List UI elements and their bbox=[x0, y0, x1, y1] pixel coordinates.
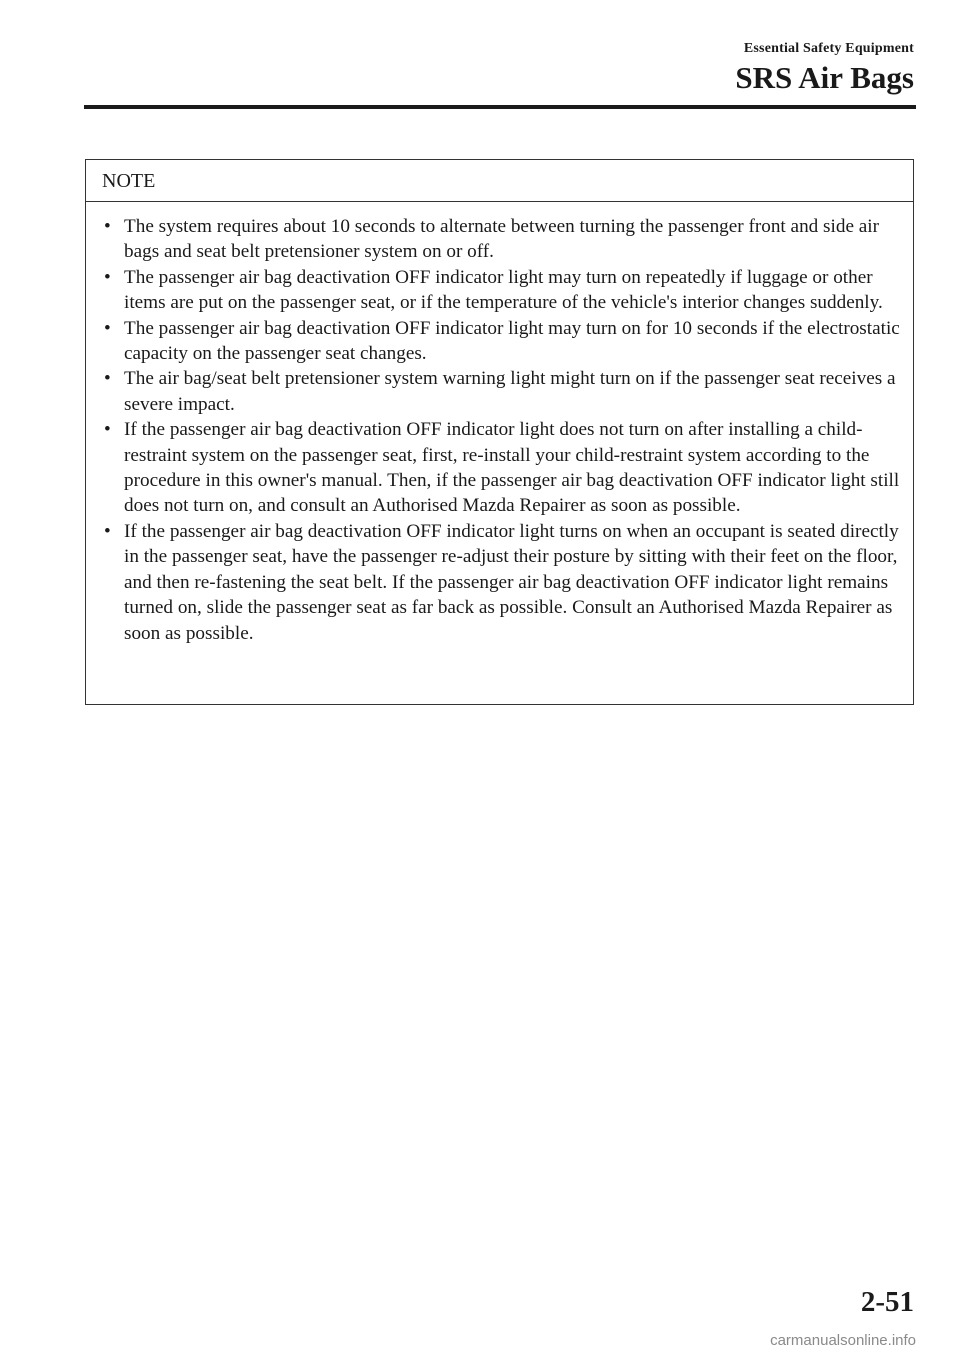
bullet-icon: • bbox=[104, 317, 111, 339]
note-item-text: The air bag/seat belt pretensioner system warning light might turn on if the passenger seat receives a severe impact. bbox=[124, 368, 896, 415]
note-item-text: If the passenger air bag deactivation OFF indicator light turns on when an occupant is seated directly in the passenger seat, have the passenger re-adjust their posture by sitting with their feet on the floor, and then re-fastening the seat belt. If the passenger air bag deactivation OFF indicator light remains turned on, slide the passenger seat as far back as possible. Consult an Authorised Mazda Repairer as soon as possible. bbox=[124, 520, 899, 644]
note-title: NOTE bbox=[86, 160, 913, 202]
bullet-icon: • bbox=[104, 216, 111, 237]
bullet-icon: • bbox=[104, 368, 111, 390]
header-divider bbox=[84, 105, 916, 109]
page-title: SRS Air Bags bbox=[735, 60, 914, 95]
bullet-icon: • bbox=[104, 266, 111, 288]
note-item bbox=[104, 316, 905, 367]
page-number: 2-51 bbox=[860, 1286, 914, 1318]
note-item-text: The system requires about 10 seconds to alternate between turning the passenger front and side air bags and seat belt pretensioner system on or off. bbox=[124, 216, 880, 263]
section-label: Essential Safety Equipment bbox=[743, 41, 914, 56]
note-item-text: The passenger air bag deactivation OFF indicator light may turn on repeatedly if luggage or other items are put on the passenger seat, or if the temperature of the vehicle's interior changes suddenly. bbox=[124, 266, 883, 314]
note-item bbox=[104, 519, 905, 646]
note-item bbox=[104, 265, 905, 316]
note-item bbox=[104, 417, 905, 519]
bullet-icon: • bbox=[104, 419, 111, 441]
page-header bbox=[735, 40, 914, 96]
note-item bbox=[104, 366, 905, 417]
note-box bbox=[85, 159, 914, 705]
note-item-text: The passenger air bag deactivation OFF indicator light may turn on for 10 seconds if the electrostatic capacity on the passenger seat changes. bbox=[124, 317, 900, 365]
note-list bbox=[86, 202, 913, 646]
watermark-text: carmanualsonline.info bbox=[770, 1332, 916, 1349]
bullet-icon: • bbox=[104, 520, 111, 542]
note-item-text: If the passenger air bag deactivation OFF indicator light does not turn on after installing a child-restraint system on the passenger seat, first, re-install your child-restraint system according to the procedure in this owner's manual. Then, if the passenger air bag deactivation OFF indicator light still does not turn on, and consult an Authorised Mazda Repairer as soon as possible. bbox=[124, 419, 900, 517]
note-item bbox=[104, 214, 905, 265]
